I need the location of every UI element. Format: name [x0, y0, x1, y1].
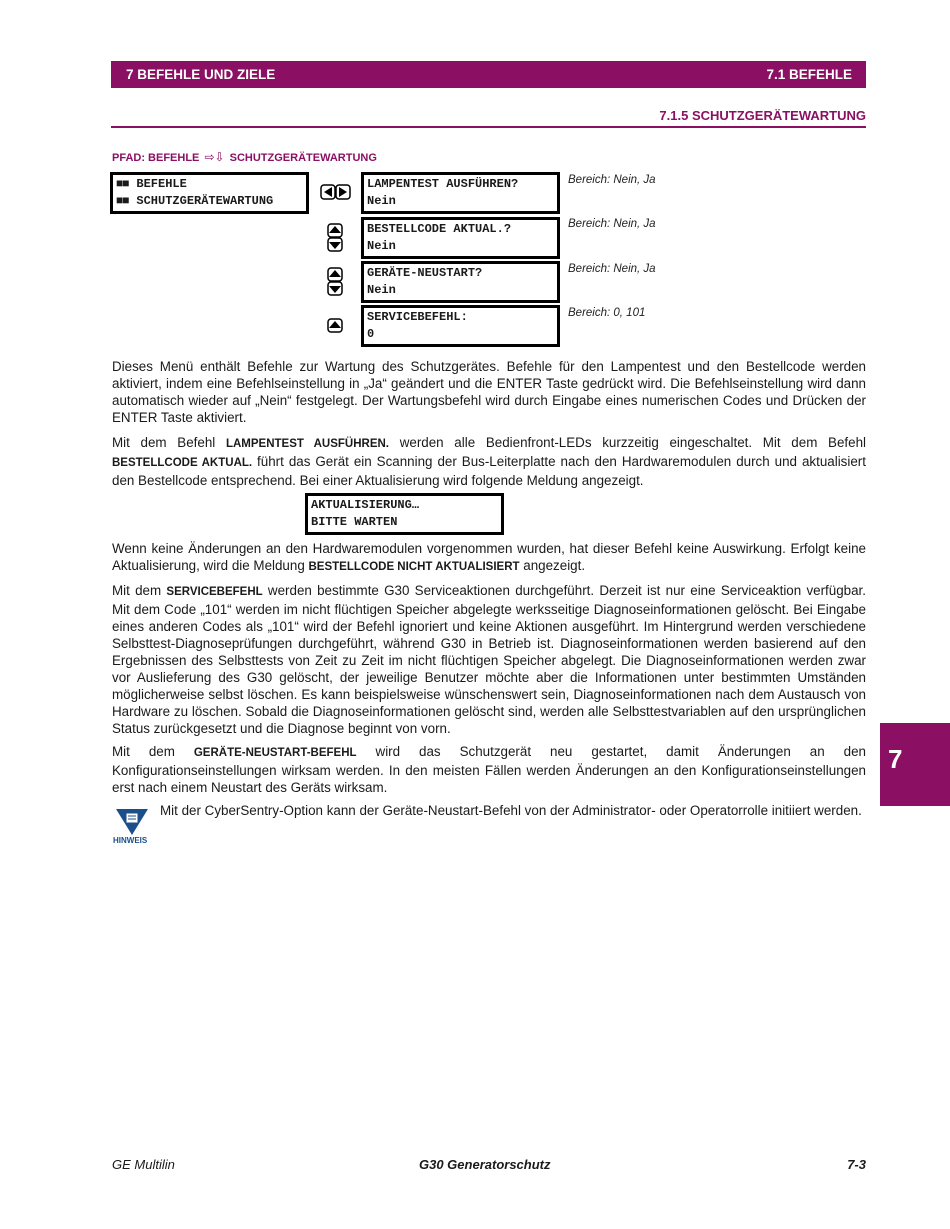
setting-label: BESTELLCODE AKTUAL.?: [367, 222, 512, 236]
message-line1: AKTUALISIERUNG…: [311, 498, 420, 512]
setting-label: GERÄTE-NEUSTART?: [367, 266, 483, 280]
footer-company: GE Multilin: [112, 1157, 175, 1172]
menu-root-line2: SCHUTZGERÄTEWARTUNG: [136, 194, 274, 208]
paragraph-neustart: Mit dem GERÄTE-NEUSTART-BEFEHL wird das Schutzgerät neu gestartet, damit Änderungen an den Konfigurationseinstellungen wirksam werden. In den meisten Fällen werden Änderungen an den Konfigurationseinstellungen erst nach einem Neustart des Geräts wirksam.: [112, 744, 866, 795]
chapter-tab: [880, 723, 950, 806]
setting-value: Nein: [367, 239, 396, 253]
setting-value: 0: [367, 327, 375, 341]
path-prefix: PFAD: BEFEHLE: [112, 152, 200, 164]
menu-marker: ■■: [116, 177, 129, 191]
up-down-arrows-icon: [327, 223, 344, 253]
setting-label: SERVICEBEFEHL:: [367, 310, 468, 324]
setting-range: Bereich: Nein, Ja: [568, 174, 656, 186]
section-header: 7.1 BEFEHLE: [766, 67, 852, 82]
setting-value: Nein: [367, 194, 396, 208]
setting-label: LAMPENTEST AUSFÜHREN?: [367, 177, 519, 191]
setting-box-neustart: [361, 261, 560, 303]
setting-range: Bereich: Nein, Ja: [568, 218, 656, 230]
chapter-tab-number: 7: [888, 744, 903, 774]
setting-box-bestellcode: [361, 217, 560, 259]
message-line2: BITTE WARTEN: [311, 515, 398, 529]
left-right-arrows-icon: [320, 184, 352, 200]
paragraph-intro: Dieses Menü enthält Befehle zur Wartung des Schutzgerätes. Befehle für den Lampentest und den Bestellcode werden aktiviert, indem eine Befehlseinstellung in „Ja“ geändert und die ENTER Taste gedrückt wird. Die Befehlseinstellung wird dann automatisch wieder auf „Nein“ festgelegt. Der Wartungsbefehl wird durch Eingabe eines numerischen Codes und Drücken der ENTER Taste aktiviert.: [112, 359, 866, 425]
footer-page-number: 7-3: [847, 1157, 866, 1172]
menu-root-line1: BEFEHLE: [136, 177, 187, 191]
chapter-title: 7 BEFEHLE UND ZIELE: [126, 67, 276, 82]
path-target: SCHUTZGERÄTEWARTUNG: [229, 152, 377, 164]
up-down-arrows-icon: [327, 267, 344, 297]
update-message-box: [305, 493, 504, 535]
chapter-header-bar: [111, 61, 866, 88]
setting-box-servicebefehl: [361, 305, 560, 347]
setting-value: Nein: [367, 283, 396, 297]
note-label: HINWEIS: [113, 836, 148, 845]
menu-root-box: [110, 172, 309, 214]
menu-path: [112, 150, 377, 164]
setting-range: Bereich: Nein, Ja: [568, 263, 656, 275]
setting-box-lampentest: [361, 172, 560, 214]
section-divider: [111, 126, 866, 128]
paragraph-no-update: Wenn keine Änderungen an den Hardwaremodulen vorgenommen wurden, hat dieser Befehl keine Auswirkung. Erfolgt keine Aktualisierung, wird die Meldung BESTELLCODE NICHT AKTUALISIERT angezeigt.: [112, 541, 866, 573]
section-title: 7.1.5 SCHUTZGERÄTEWARTUNG: [659, 108, 866, 123]
footer-product: G30 Generatorschutz: [419, 1157, 551, 1172]
menu-marker: ■■: [116, 194, 129, 208]
up-arrow-icon: [327, 318, 344, 334]
note-text: Mit der CyberSentry-Option kann der Geräte-Neustart-Befehl von der Administrator- oder Operatorrolle initiiert werden.: [160, 803, 862, 818]
paragraph-servicebefehl: Mit dem SERVICEBEFEHL werden bestimmte G30 Serviceaktionen durchgeführt. Derzeit ist nur eine Serviceaktion verfügbar. Mit dem Code „101“ werden im nicht flüchtigen Speicher abgelegte werksseitige Diagnoseinformationen gelöscht. Bei Eingabe eines anderen Codes als „101“ wird der Befehl ignoriert und keine Aktionen ausgeführt. Im Hintergrund werden verschiedene Selbsttest-Diagnoseprüfungen durchgeführt, während G30 in Betrieb ist. Diagnoseinformationen werden basierend auf den Ergebnissen des Selbsttests von Zeit zu Zeit im nicht flüchtigen Speicher abgelegt. Die Diagnoseinformationen werden zwar vor Auslieferung des G30 gelöscht, der jeweilige Benutzer möchte aber die Informationen unter bestimmten Umständen möglicherweise selbst löschen. Es kann beispielsweise wünschenswert sein, Diagnoseinformationen nach dem Austausch von Hardware zu löschen. Sobald die Diagnoseinformationen gelöscht sind, werden alle Selbsttestvariablen auf den ursprünglichen Status zurückgesetzt und die Diagnose beginnt von vorn.: [112, 583, 866, 736]
path-arrows-icon: ⇨⇩: [204, 150, 225, 164]
setting-range: Bereich: 0, 101: [568, 307, 646, 319]
paragraph-lampentest: Mit dem Befehl LAMPENTEST AUSFÜHREN. werden alle Bedienfront-LEDs kurzzeitig eingeschaltet. Mit dem Befehl BESTELLCODE AKTUAL. führt das Gerät ein Scanning der Bus-Leiterplatte nach den Hardwaremodulen durch und aktualisiert den Bestellcode entsprechend. Bei einer Aktualisierung wird folgende Meldung angezeigt.: [112, 435, 867, 488]
